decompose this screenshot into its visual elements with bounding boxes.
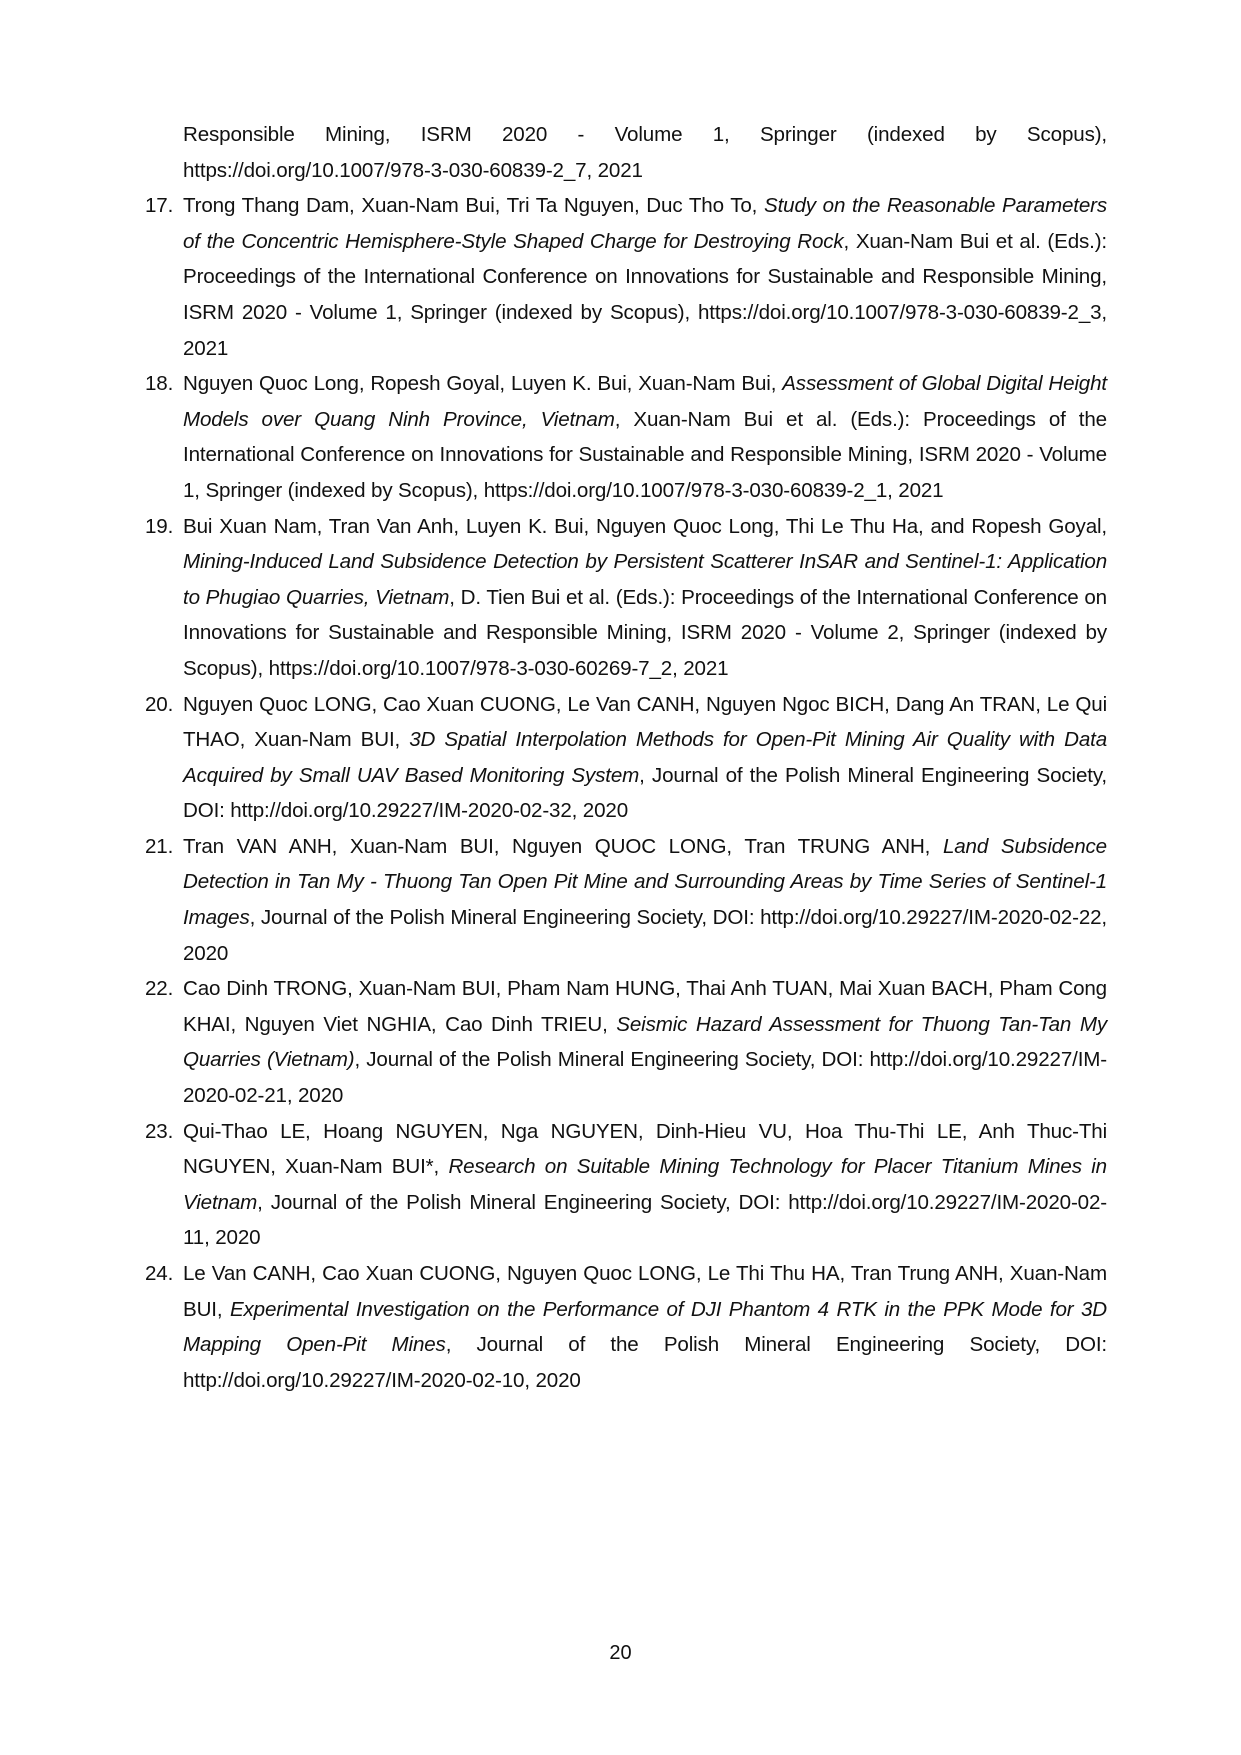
reference-item-19	[145, 509, 1107, 687]
reference-source: , Journal of the Polish Mineral Engineering Society, DOI: http://doi.org/10.29227/IM-2020-02-21, 2020	[183, 1048, 1107, 1108]
reference-authors: Bui Xuan Nam, Tran Van Anh, Luyen K. Bui, Nguyen Quoc Long, Thi Le Thu Ha, and Ropesh Goyal,	[183, 514, 1107, 538]
reference-authors: Nguyen Quoc Long, Ropesh Goyal, Luyen K. Bui, Xuan-Nam Bui,	[183, 372, 783, 396]
reference-title: Experimental Investigation on the Performance of DJI Phantom 4 RTK in the PPK Mode for 3D Mapping Open-Pit Mines	[183, 1297, 1107, 1357]
reference-number: 17.	[145, 194, 174, 218]
reference-title: Research on Suitable Mining Technology for Placer Titanium Mines in Vietnam	[183, 1155, 1107, 1214]
reference-source: , Journal of the Polish Mineral Engineering Society, DOI: http://doi.org/10.29227/IM-2020-02-32, 2020	[183, 763, 1108, 823]
reference-item-20	[145, 687, 1107, 829]
reference-item-18	[145, 366, 1107, 508]
reference-authors: Tran VAN ANH, Xuan-Nam BUI, Nguyen QUOC LONG, Tran TRUNG ANH,	[183, 834, 943, 858]
reference-source: , D. Tien Bui et al. (Eds.): Proceedings of the International Conference on Innovations for Sustainable and Responsible Mining, ISRM 2020 - Volume 2, Springer (indexed by Scopus), https://doi.org/10.1007/978-3-030-60269-7_2, 2021	[183, 585, 1107, 680]
reference-title: Seismic Hazard Assessment for Thuong Tan-Tan My Quarries (Vietnam)	[183, 1012, 1107, 1072]
reference-item-24	[145, 1256, 1107, 1398]
reference-title: 3D Spatial Interpolation Methods for Open-Pit Mining Air Quality with Data Acquired by Small UAV Based Monitoring System	[183, 728, 1107, 787]
reference-title: Assessment of Global Digital Height Models over Quang Ninh Province, Vietnam	[183, 372, 1107, 431]
reference-authors: Nguyen Quoc LONG, Cao Xuan CUONG, Le Van CANH, Nguyen Ngoc BICH, Dang An TRAN, Le Qui THAO, Xuan-Nam BUI,	[183, 692, 1107, 752]
reference-continuation	[145, 117, 1107, 188]
reference-number: 24.	[145, 1262, 174, 1285]
reference-source: , Journal of the Polish Mineral Engineering Society, DOI: http://doi.org/10.29227/IM-2020-02-22, 2020	[183, 906, 1107, 965]
reference-item-22	[145, 971, 1107, 1113]
reference-source: , Journal of the Polish Mineral Engineering Society, DOI: http://doi.org/10.29227/IM-2020-02-11, 2020	[183, 1190, 1107, 1250]
reference-continuation-text: Responsible Mining, ISRM 2020 - Volume 1, Springer (indexed by Scopus), https://doi.org/10.1007/978-3-030-60839-2_7, 2021	[183, 123, 1107, 182]
reference-number: 18.	[145, 372, 174, 396]
reference-source: , Xuan-Nam Bui et al. (Eds.): Proceedings of the International Conference on Innovations for Sustainable and Responsible Mining, ISRM 2020 - Volume 1, Springer (indexed by Scopus), https://doi.org/10.1007/978-3-030-60839-2_3, 2021	[183, 229, 1108, 360]
reference-number: 20.	[145, 692, 174, 716]
reference-title: Land Subsidence Detection in Tan My - Thuong Tan Open Pit Mine and Surrounding Areas by Time Series of Sentinel-1 Images	[183, 834, 1107, 930]
reference-source: , Journal of the Polish Mineral Engineering Society, DOI: http://doi.org/10.29227/IM-2020-02-10, 2020	[183, 1333, 1107, 1392]
reference-item-21	[145, 829, 1107, 971]
reference-number: 21.	[145, 834, 174, 858]
reference-number: 23.	[145, 1119, 174, 1143]
reference-number: 22.	[145, 977, 174, 1001]
reference-item-23	[145, 1114, 1107, 1256]
reference-title: Study on the Reasonable Parameters of the Concentric Hemisphere-Style Shaped Charge for Destroying Rock	[183, 194, 1107, 253]
reference-authors: Le Van CANH, Cao Xuan CUONG, Nguyen Quoc LONG, Le Thi Thu HA, Tran Trung ANH, Xuan-Nam BUI,	[183, 1262, 1107, 1321]
reference-number: 19.	[145, 514, 174, 538]
reference-authors: Cao Dinh TRONG, Xuan-Nam BUI, Pham Nam HUNG, Thai Anh TUAN, Mai Xuan BACH, Pham Cong KHAI, Nguyen Viet NGHIA, Cao Dinh TRIEU,	[183, 977, 1107, 1036]
reference-list	[145, 117, 1107, 1398]
reference-item-17	[145, 188, 1107, 366]
reference-source: , Xuan-Nam Bui et al. (Eds.): Proceedings of the International Conference on Innovations for Sustainable and Responsible Mining, ISRM 2020 - Volume 1, Springer (indexed by Scopus), https://doi.org/10.1007/978-3-030-60839-2_1, 2021	[183, 407, 1107, 502]
reference-title: Mining-Induced Land Subsidence Detection by Persistent Scatterer InSAR and Sentinel-1: Application to Phugiao Quarries, Vietnam	[183, 550, 1107, 609]
page-number: 20	[609, 1642, 632, 1664]
reference-authors: Trong Thang Dam, Xuan-Nam Bui, Tri Ta Nguyen, Duc Tho To,	[183, 194, 764, 218]
reference-authors: Qui-Thao LE, Hoang NGUYEN, Nga NGUYEN, Dinh-Hieu VU, Hoa Thu-Thi LE, Anh Thuc-Thi NGUYEN, Xuan-Nam BUI*,	[183, 1119, 1107, 1179]
